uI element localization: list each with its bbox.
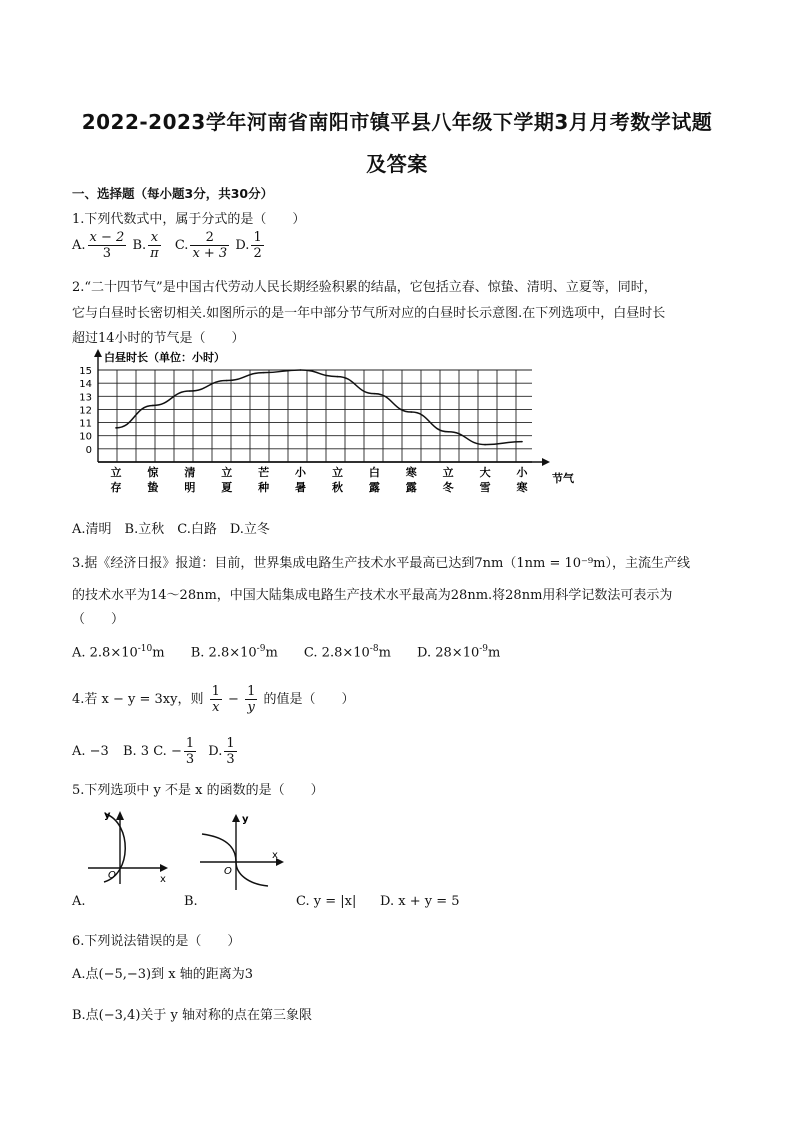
q5-option-a: A.: [72, 894, 86, 909]
daylight-point: [115, 427, 117, 429]
x-axis-arrow: [542, 458, 550, 466]
q6-stem: 6.下列说法错误的是（ ）: [72, 934, 241, 949]
q1-option-a: A. $\frac{x - 2}{3}$: [72, 230, 125, 261]
x-tick-label: 清: [184, 466, 196, 479]
svg-text:y: y: [242, 814, 249, 825]
x-tick-label: 小: [295, 466, 307, 479]
x-tick-label: 明: [184, 481, 196, 494]
y-tick-label: 12: [79, 405, 92, 417]
q3-line1: 3.据《经济日报》报道：目前，世界集成电路生产技术水平最高已达到7nm（1nm = 10⁻⁹m），主流生产线: [72, 556, 690, 571]
y-tick-label: 15: [79, 366, 92, 377]
daylight-point: [447, 431, 449, 433]
svg-text:x: x: [272, 850, 278, 861]
q4-option-d: D. $\frac{1}{3}$: [208, 736, 235, 767]
daylight-point: [484, 444, 486, 446]
x-tick-label: 寒: [516, 481, 528, 494]
y-tick-label: 14: [79, 379, 92, 391]
x-tick-label: 芒: [258, 466, 270, 479]
svg-text:x: x: [160, 874, 166, 885]
q3-option-d: D. $28\times 10^{-9}m$: [417, 644, 501, 661]
y-tick-label: 10: [79, 431, 92, 443]
x-tick-label: 雪: [479, 481, 491, 494]
x-tick-label: 秋: [331, 481, 343, 494]
q5-graph-a: [84, 808, 174, 886]
x-tick-label: 立: [331, 466, 343, 479]
x-tick-label: 立: [110, 466, 122, 479]
x-tick-label: 白: [368, 466, 380, 479]
daylight-point: [410, 411, 412, 413]
x-tick-label: 露: [368, 481, 380, 494]
x-tick-label: 小: [516, 466, 528, 479]
q3-options: [72, 644, 510, 660]
x-tick-label: 立: [221, 466, 233, 479]
q3-line3: （ ）: [72, 612, 125, 627]
q1-option-d: D. $\frac{1}{2}$: [235, 230, 262, 261]
q3-option-b: B. $2.8\times 10^{-9}m$: [190, 644, 278, 661]
x-axis-label: 节气: [552, 472, 574, 485]
daylight-chart: [70, 348, 574, 498]
daylight-point: [226, 380, 228, 382]
x-tick-label: 立: [442, 466, 454, 479]
daylight-point: [300, 369, 302, 371]
chart-title: 白昼时长（单位：小时）: [104, 351, 225, 364]
q2-line1: 2.“二十四节气”是中国古代劳动人民长期经验积累的结晶，它包括立春、惊蛰、清明、立夏等，同时，: [72, 280, 657, 295]
q3-option-c: C. $2.8\times 10^{-8}m$: [303, 644, 391, 661]
q2-line3: 超过14小时的节气是（ ）: [72, 331, 245, 346]
q2-line2: 它与白昼时长密切相关.如图所示的是一年中部分节气所对应的白昼时长示意图.在下列选项中，白昼时长: [72, 306, 666, 321]
q5-option-b: B.: [184, 894, 198, 909]
page-title: 2022-2023学年河南省南阳市镇平县八年级下学期3月月考数学试题: [81, 110, 713, 134]
daylight-point: [189, 390, 191, 392]
x-tick-label: 种: [258, 481, 270, 494]
x-tick-label: 暑: [295, 481, 307, 494]
q2-options: A.清明 B.立秋 C.白路 D.立冬: [72, 522, 270, 537]
y-tick-label: 0: [85, 444, 92, 456]
q4-option-c: C. − $\frac{1}{3}$: [153, 736, 195, 767]
section-heading: 一、选择题（每小题3分，共30分）: [72, 186, 274, 201]
q3-line2: 的技术水平为14～28nm，中国大陆集成电路生产技术水平最高为28nm.将28nm用科学记数法可表示为: [72, 588, 673, 603]
svg-text:O: O: [108, 870, 116, 881]
q1-options: [72, 230, 266, 261]
daylight-point: [521, 441, 523, 443]
daylight-point: [152, 405, 154, 407]
q6-option-a: A.点(−5,−3)到 x 轴的距离为3: [72, 967, 253, 982]
q1-option-c: C. $\frac{2}{x + 3}$: [174, 230, 228, 261]
x-tick-label: 大: [479, 466, 491, 479]
daylight-series-line: [116, 370, 522, 445]
q5-graph-b: [196, 812, 288, 892]
q3-option-a: A. $2.8\times 10^{-10}m$: [72, 644, 165, 661]
q6-option-b: B.点(−3,4)关于 y 轴对称的点在第三象限: [72, 1008, 313, 1023]
daylight-point: [374, 393, 376, 395]
svg-text:y: y: [104, 810, 111, 821]
daylight-point: [337, 376, 339, 378]
q5-option-c: C. y = |x|: [296, 894, 357, 909]
y-tick-label: 13: [79, 392, 92, 404]
q1-option-b: B. $\frac{x}{\pi}$: [132, 230, 159, 261]
x-tick-label: 寒: [405, 466, 417, 479]
y-axis-arrow: [94, 349, 102, 357]
q5-stem: 5.下列选项中 y 不是 x 的函数的是（ ）: [72, 783, 324, 798]
q4-option-b: B. 3: [122, 744, 150, 759]
svg-text:O: O: [224, 866, 232, 877]
x-tick-label: 夏: [221, 481, 233, 494]
x-tick-label: 冬: [442, 481, 454, 494]
x-tick-label: 蛰: [147, 481, 159, 494]
daylight-point: [263, 372, 265, 374]
y-tick-label: 11: [79, 418, 92, 430]
q1-stem: 1.下列代数式中，属于分式的是（ ）: [72, 212, 306, 227]
q4-stem: 4.若 x − y = 3xy，则 $\frac{1}{x}$ − $\frac{1}{y}$ 的值是（ ）: [72, 684, 355, 715]
x-tick-label: 存: [110, 481, 122, 494]
q4-options: [72, 736, 239, 767]
x-tick-label: 露: [405, 481, 417, 494]
page-title-continued: 及答案: [366, 152, 428, 176]
x-tick-label: 惊: [147, 466, 159, 479]
q4-option-a: A. −3: [72, 744, 109, 759]
q5-option-d: D. x + y = 5: [380, 894, 460, 909]
